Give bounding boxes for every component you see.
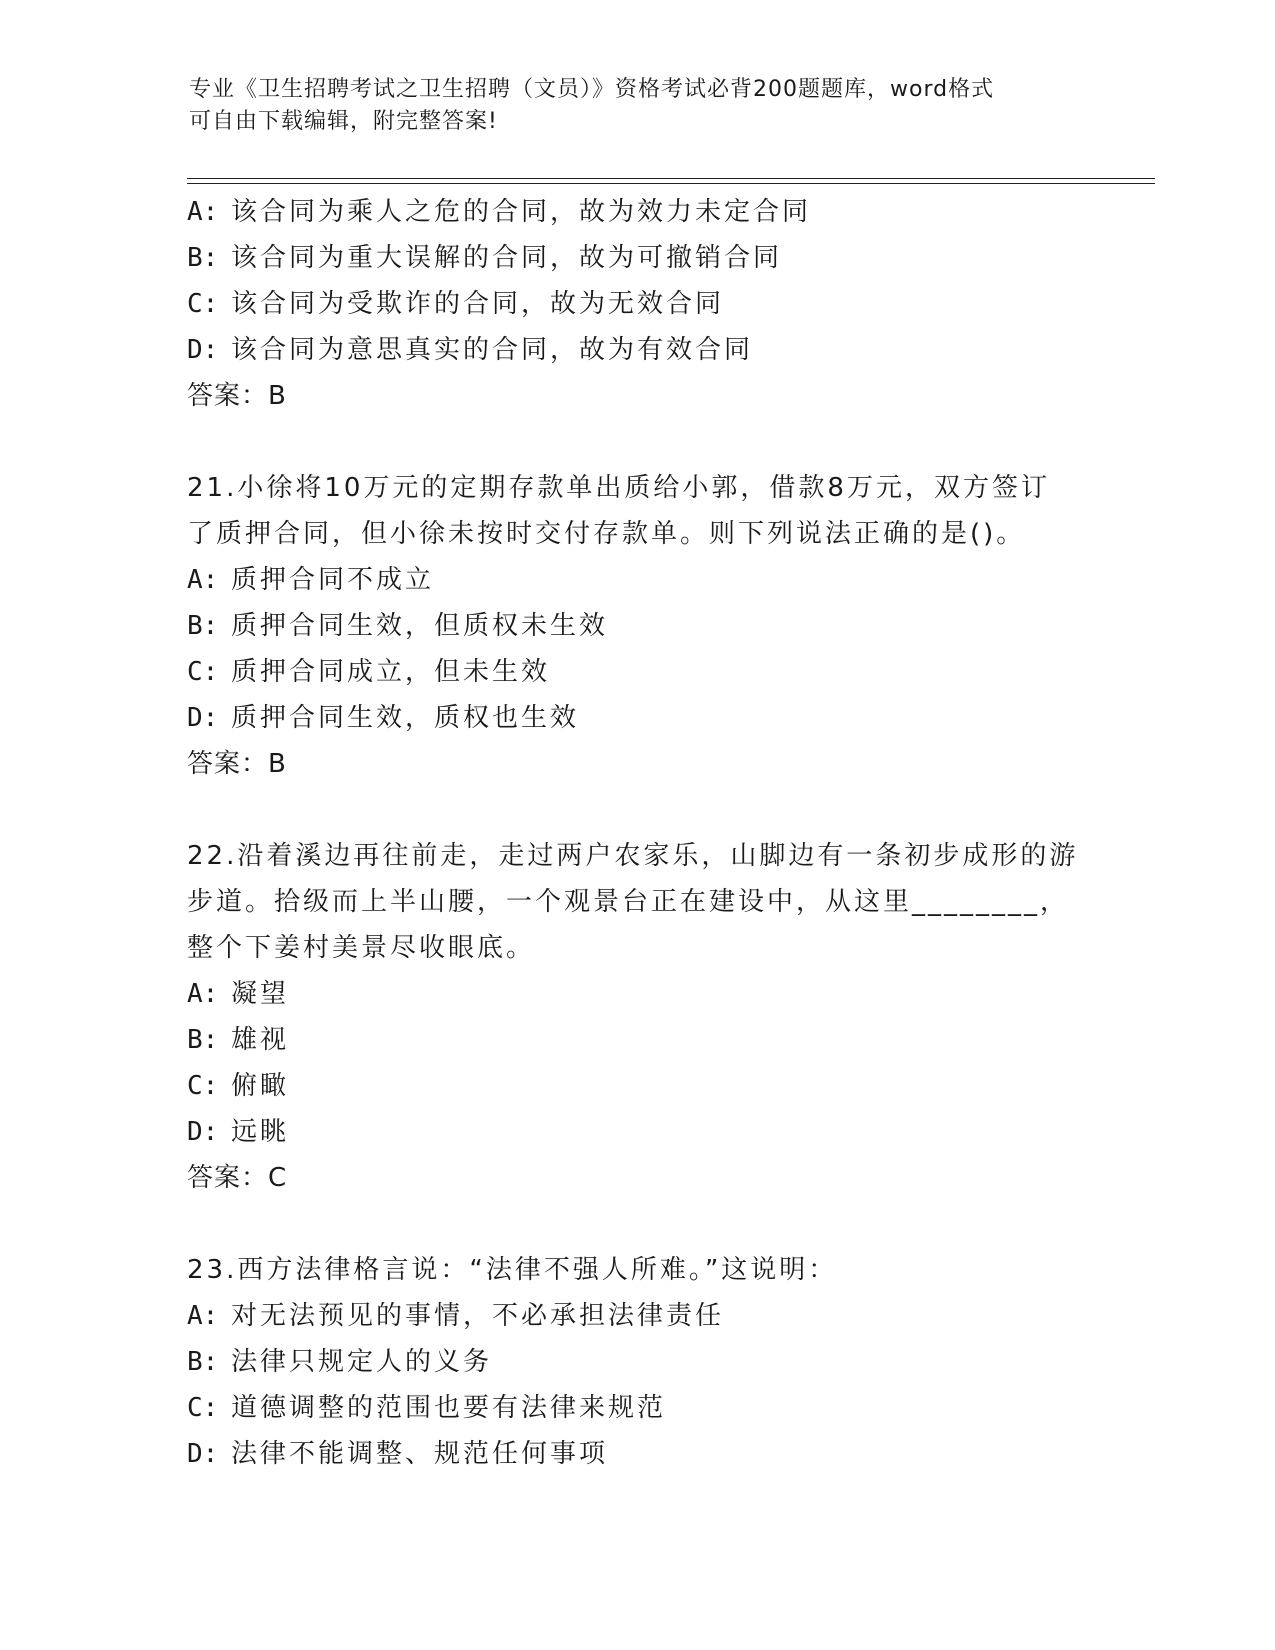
question-stem-line: 21.小徐将10万元的定期存款单出质给小郭，借款8万元，双方签订 xyxy=(187,473,1050,503)
question-22 xyxy=(187,833,1087,1201)
option-letter: D: xyxy=(187,1117,219,1147)
option-text: 法律不能调整、规范任何事项 xyxy=(231,1439,609,1469)
option-b xyxy=(187,603,1087,649)
option-c xyxy=(187,281,1087,327)
option-text: 质押合同生效，质权也生效 xyxy=(231,703,580,733)
option-c xyxy=(187,1063,1087,1109)
option-c xyxy=(187,1385,1087,1431)
option-letter: A: xyxy=(187,1301,219,1331)
spacer xyxy=(187,1201,1087,1247)
option-a xyxy=(187,971,1087,1017)
option-text: 质押合同生效，但质权未生效 xyxy=(231,611,609,641)
option-b xyxy=(187,1339,1087,1385)
option-d xyxy=(187,327,1087,373)
option-text: 该合同为乘人之危的合同，故为效力未定合同 xyxy=(231,197,812,227)
question-stem-line: 22.沿着溪边再往前走，走过两户农家乐，山脚边有一条初步成形的游 xyxy=(187,841,1079,871)
option-text: 质押合同成立，但未生效 xyxy=(231,657,551,687)
option-text: 雄视 xyxy=(231,1025,290,1055)
option-text: 对无法预见的事情，不必承担法律责任 xyxy=(231,1301,725,1331)
option-a xyxy=(187,557,1087,603)
option-text: 该合同为意思真实的合同，故为有效合同 xyxy=(231,335,754,365)
spacer xyxy=(187,419,1087,465)
option-text: 远眺 xyxy=(231,1117,290,1147)
question-stem-line: 整个下姜村美景尽收眼底。 xyxy=(187,933,536,963)
option-text: 凝望 xyxy=(231,979,290,1009)
option-letter: B: xyxy=(187,1347,219,1377)
option-letter: C: xyxy=(187,657,219,687)
document-header xyxy=(189,74,1089,138)
header-line-2: 可自由下载编辑，附完整答案! xyxy=(189,109,498,134)
option-text: 质押合同不成立 xyxy=(231,565,435,595)
option-letter: A: xyxy=(187,197,219,227)
question-23 xyxy=(187,1247,1087,1477)
question-20-continued xyxy=(187,189,1087,419)
option-letter: C: xyxy=(187,1071,219,1101)
option-letter: C: xyxy=(187,1393,219,1423)
answer-line: 答案：B xyxy=(187,749,287,779)
question-stem-line: 23.西方法律格言说：“法律不强人所难。”这说明： xyxy=(187,1255,838,1285)
header-line-1: 专业《卫生招聘考试之卫生招聘（文员）》资格考试必背200题题库，word格式 xyxy=(189,77,995,102)
option-letter: B: xyxy=(187,243,219,273)
option-letter: D: xyxy=(187,335,219,365)
header-divider-bottom xyxy=(187,183,1155,184)
option-text: 道德调整的范围也要有法律来规范 xyxy=(231,1393,667,1423)
option-b xyxy=(187,1017,1087,1063)
option-letter: A: xyxy=(187,979,219,1009)
option-text: 法律只规定人的义务 xyxy=(231,1347,493,1377)
option-text: 俯瞰 xyxy=(231,1071,290,1101)
answer-line: 答案：C xyxy=(187,1163,288,1193)
option-b xyxy=(187,235,1087,281)
spacer xyxy=(187,787,1087,833)
option-a xyxy=(187,1293,1087,1339)
question-stem-line: 步道。拾级而上半山腰，一个观景台正在建设中，从这里________， xyxy=(187,887,1070,917)
option-d xyxy=(187,1431,1087,1477)
question-list xyxy=(187,189,1087,1477)
option-letter: C: xyxy=(187,289,219,319)
option-letter: A: xyxy=(187,565,219,595)
option-d xyxy=(187,695,1087,741)
option-d xyxy=(187,1109,1087,1155)
answer-line: 答案：B xyxy=(187,381,287,411)
question-stem-line: 了质押合同，但小徐未按时交付存款单。则下列说法正确的是()。 xyxy=(187,519,1026,549)
question-21 xyxy=(187,465,1087,787)
option-text: 该合同为受欺诈的合同，故为无效合同 xyxy=(231,289,725,319)
option-letter: D: xyxy=(187,703,219,733)
option-a xyxy=(187,189,1087,235)
option-letter: B: xyxy=(187,1025,219,1055)
option-text: 该合同为重大误解的合同，故为可撤销合同 xyxy=(231,243,783,273)
option-letter: D: xyxy=(187,1439,219,1469)
header-divider-top xyxy=(187,178,1155,179)
option-letter: B: xyxy=(187,611,219,641)
option-c xyxy=(187,649,1087,695)
